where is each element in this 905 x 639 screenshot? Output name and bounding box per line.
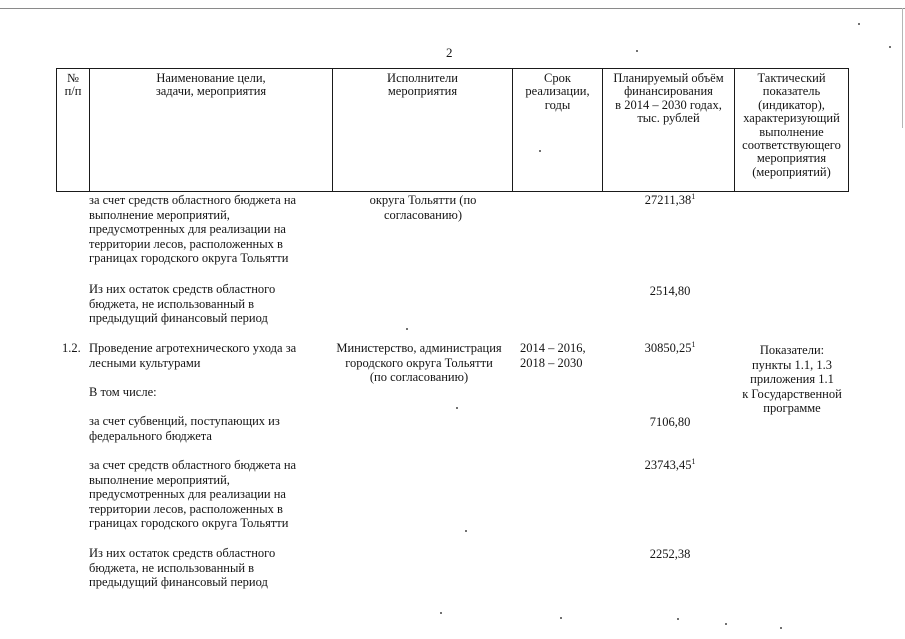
row-name: за счет субвенций, поступающих из федерального бюджета	[89, 414, 280, 443]
scan-speck	[858, 23, 860, 25]
header-number: № п/п	[57, 69, 90, 192]
header-financing: Планируемый объём финансирования в 2014 – 2030 годах, тыс. рублей	[603, 69, 735, 192]
scan-speck	[636, 50, 638, 52]
row-name: за счет средств областного бюджета на выполнение мероприятий, предусмотренных для реализации на территории лесов, расположенных в границах городского округа Тольятти	[89, 458, 297, 530]
row-name: В том числе:	[89, 385, 157, 399]
scan-speck	[780, 627, 782, 629]
header-period: Срок реализации, годы	[513, 69, 603, 192]
header-indicator: Тактический показатель (индикатор), характеризующий выполнение соответствующего мероприятия (мероприятий)	[735, 69, 849, 192]
row-executors: округа Тольятти (по согласованию)	[369, 193, 477, 222]
row-amount: 23743,45$^1$	[644, 457, 696, 472]
row-period: 2014 – 2016, 2018 – 2030	[520, 341, 586, 370]
row-amount: 2252,38	[649, 547, 691, 561]
row-amount: 27211,38$^1$	[644, 192, 696, 207]
row-name: Из них остаток средств областного бюджета, не использованный в предыдущий финансовый период	[89, 546, 276, 589]
scan-speck	[465, 530, 467, 532]
scan-speck	[560, 617, 562, 619]
row-name: за счет средств областного бюджета на выполнение мероприятий, предусмотренных для реализации на территории лесов, расположенных в границах городского округа Тольятти	[89, 193, 297, 265]
page-number: 2	[446, 45, 453, 60]
row-name: Из них остаток средств областного бюджета, не использованный в предыдущий финансовый период	[89, 282, 276, 325]
scan-edge-top	[0, 8, 905, 9]
row-amount: 7106,80	[649, 415, 691, 429]
row-number: 1.2.	[62, 341, 81, 355]
scan-speck	[725, 623, 727, 625]
scan-edge-right	[902, 8, 903, 128]
row-name: Проведение агротехнического ухода за лесными культурами	[89, 341, 297, 370]
scan-speck	[456, 407, 458, 409]
scan-speck	[677, 618, 679, 620]
row-amount: 30850,25$^1$	[644, 340, 696, 355]
scan-speck	[889, 46, 891, 48]
header-executors: Исполнители мероприятия	[333, 69, 513, 192]
scan-speck	[440, 612, 442, 614]
row-amount: 2514,80	[649, 284, 691, 298]
row-executors: Министерство, администрация городского округа Тольятти (по согласованию)	[336, 341, 502, 384]
scan-speck	[406, 328, 408, 330]
scan-speck	[539, 150, 541, 152]
table-header	[56, 68, 849, 192]
header-name: Наименование цели, задачи, мероприятия	[90, 69, 333, 192]
row-indicator: Показатели: пункты 1.1, 1.3 приложения 1.1 к Государственной программе	[742, 343, 842, 415]
